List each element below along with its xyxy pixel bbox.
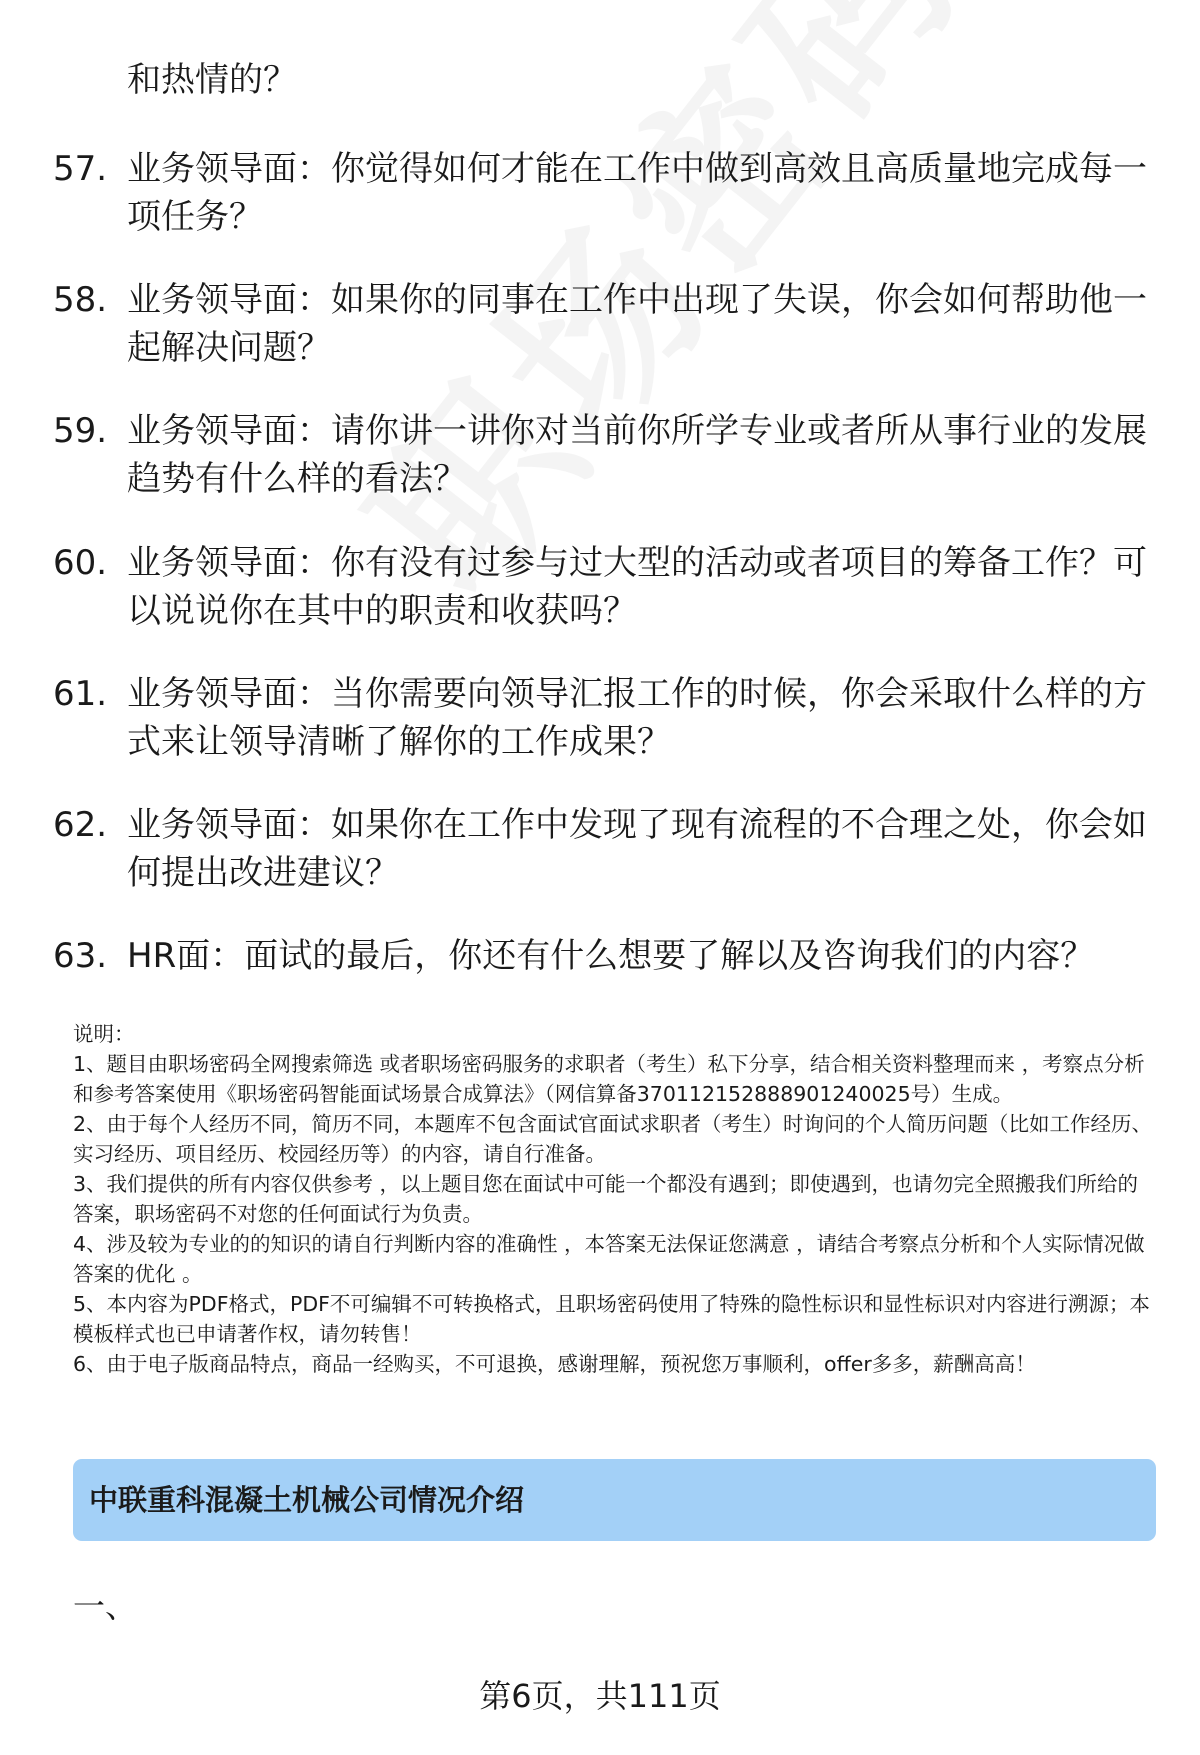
section-header-bar xyxy=(73,1459,1156,1541)
note-item: 6、由于电子版商品特点，商品一经购买，不可退换，感谢理解，预祝您万事顺利，offer多多，薪酬高高！ xyxy=(73,1352,1036,1376)
question-text: 业务领导面：当你需要向领导汇报工作的时候，你会采取什么样的方式来让领导清晰了解你的工作成果？ xyxy=(127,674,1147,762)
question-text: 业务领导面：你有没有过参与过大型的活动或者项目的筹备工作？可以说说你在其中的职责和收获吗？ xyxy=(127,543,1147,631)
question-number: 61. xyxy=(53,674,108,714)
question-number: 59. xyxy=(53,411,108,451)
question-text: 业务领导面：请你讲一讲你对当前你所学专业或者所从事行业的发展趋势有什么样的看法？ xyxy=(127,411,1147,499)
notes-title: 说明： xyxy=(73,1022,135,1046)
note-item: 2、由于每个人经历不同，简历不同，本题库不包含面试官面试求职者（考生）时询问的个人简历问题（比如工作经历、实习经历、项目经历、校园经历等）的内容，请自行准备。 xyxy=(73,1112,1153,1166)
question-number: 60. xyxy=(53,543,108,583)
continuation-text: 和热情的？ xyxy=(127,60,297,100)
question-number: 58. xyxy=(53,280,108,320)
note-item: 4、涉及较为专业的的知识的请自行判断内容的准确性 ，本答案无法保证您满意 ，请结合考察点分析和个人实际情况做答案的优化 。 xyxy=(73,1232,1145,1286)
question-number: 57. xyxy=(53,149,108,189)
section-title: 中联重科混凝土机械公司情况介绍 xyxy=(89,1483,525,1517)
question-number: 62. xyxy=(53,805,108,845)
note-item: 3、我们提供的所有内容仅供参考 ，以上题目您在面试中可能一个都没有遇到；即使遇到，也请勿完全照搬我们所给的答案，职场密码不对您的任何面试行为负责。 xyxy=(73,1172,1139,1226)
question-text: 业务领导面：如果你在工作中发现了现有流程的不合理之处，你会如何提出改进建议？ xyxy=(127,805,1147,893)
sub-heading: 一、 xyxy=(73,1587,138,1625)
question-text: 业务领导面：你觉得如何才能在工作中做到高效且高质量地完成每一项任务？ xyxy=(127,149,1147,237)
note-item: 5、本内容为PDF格式，PDF不可编辑不可转换格式，且职场密码使用了特殊的隐性标识和显性标识对内容进行溯源；本模板样式也已申请著作权，请勿转售！ xyxy=(73,1292,1150,1346)
question-number: 63. xyxy=(53,936,108,976)
notes-block xyxy=(73,1019,1158,1379)
question-text: HR面：面试的最后，你还有什么想要了解以及咨询我们的内容？ xyxy=(127,936,1095,976)
page-footer: 第6页，共111页 xyxy=(479,1677,721,1715)
question-text: 业务领导面：如果你的同事在工作中出现了失误，你会如何帮助他一起解决问题？ xyxy=(127,280,1147,368)
note-item: 1、题目由职场密码全网搜索筛选 或者职场密码服务的求职者（考生）私下分享，结合相关资料整理而来 ，考察点分析和参考答案使用《职场密码智能面试场景合成算法》（网信算备370112152888901240025号）生成。 xyxy=(73,1052,1145,1106)
